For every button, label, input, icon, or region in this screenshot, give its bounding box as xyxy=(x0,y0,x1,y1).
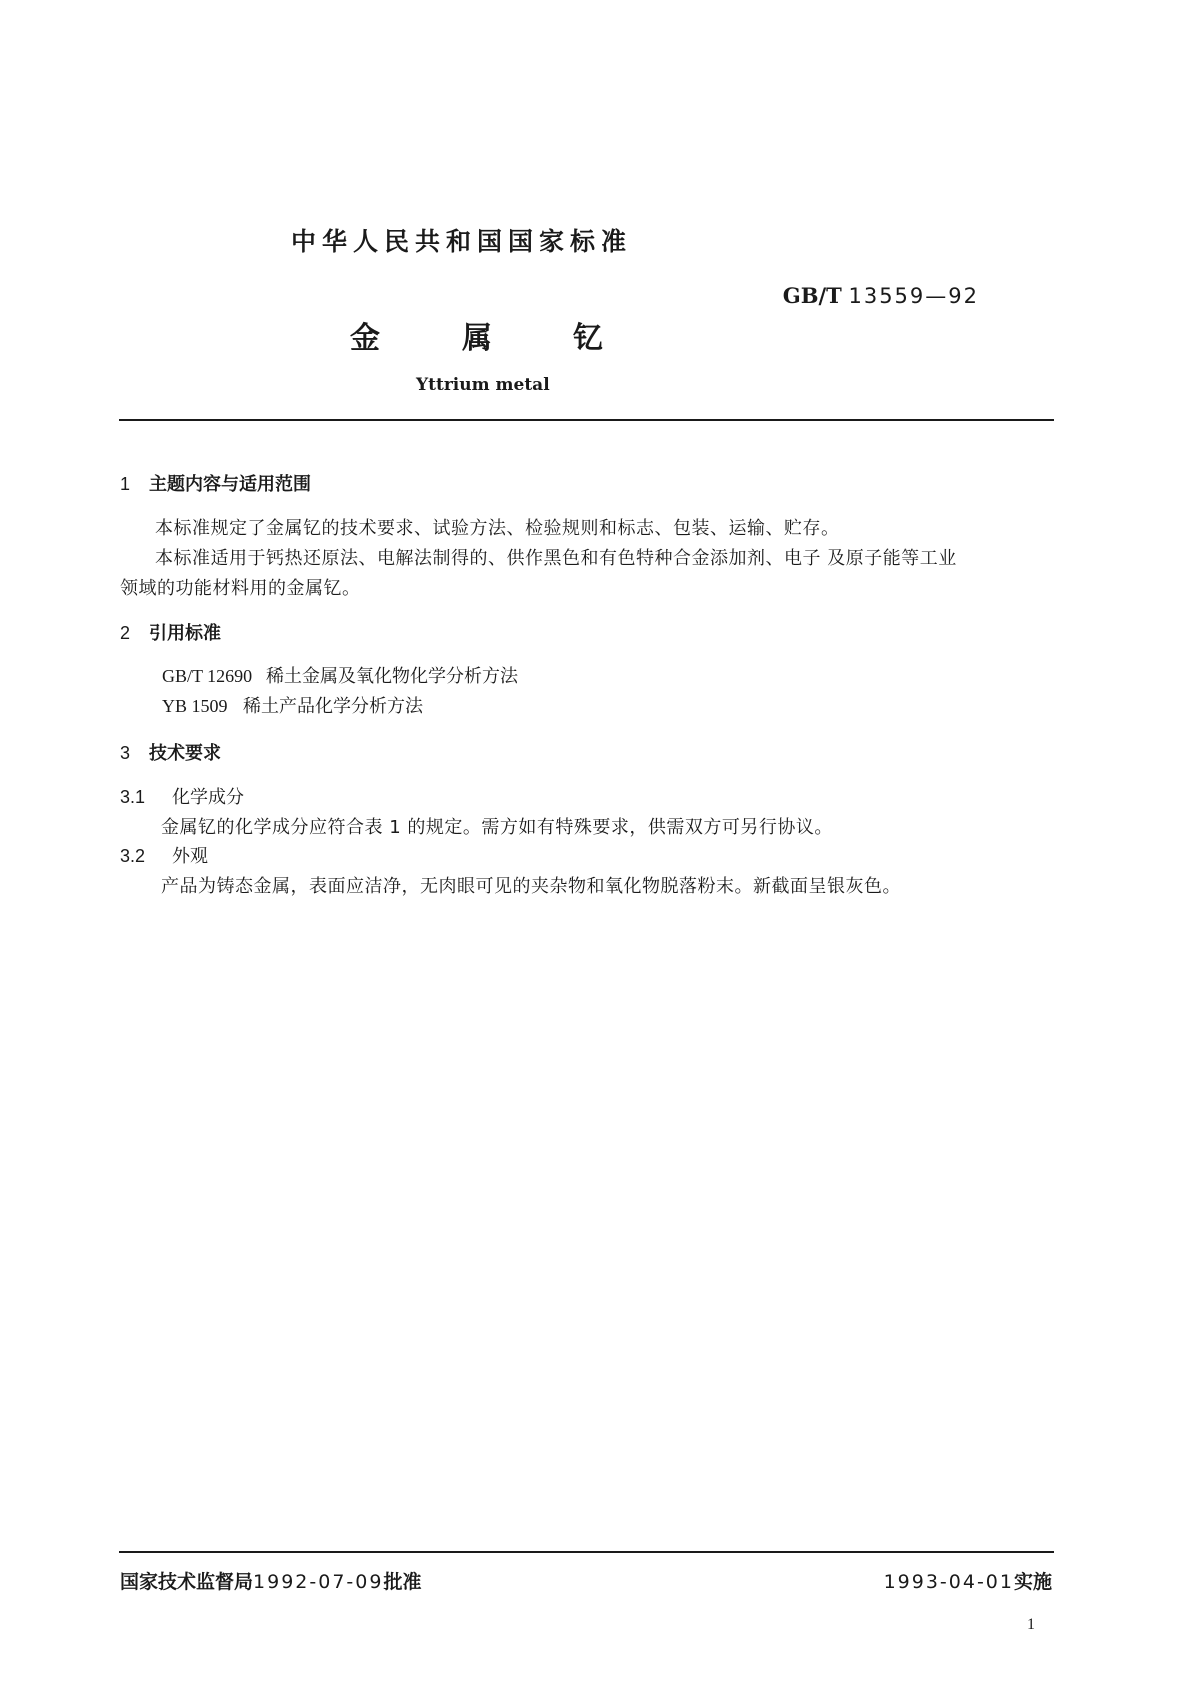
document-title-english: Yttrium metal xyxy=(416,375,550,395)
section-1-number: 1 xyxy=(120,474,131,494)
subsection-3-2-title: 外观 xyxy=(172,846,208,867)
subsection-3-2-text: 产品为铸态金属，表面应洁净，无肉眼可见的夹杂物和氧化物脱落粉末。新截面呈银灰色。 xyxy=(161,876,901,897)
section-1-heading xyxy=(120,470,311,496)
subsection-3-1-heading xyxy=(120,783,244,809)
effective-line xyxy=(884,1567,1052,1594)
title-char-1: 金 xyxy=(350,321,380,356)
approval-line xyxy=(120,1567,421,1594)
effective-suffix: 实施 xyxy=(1013,1571,1052,1593)
reference-title: 稀土产品化学分析方法 xyxy=(243,696,423,717)
reference-item xyxy=(162,662,518,688)
approval-suffix: 批准 xyxy=(383,1571,422,1593)
subsection-3-2-heading xyxy=(120,842,208,868)
section-3-title: 技术要求 xyxy=(149,743,221,764)
section-1-paragraph-2-cont: 领域的功能材料用的金属钇。 xyxy=(120,578,361,599)
subsection-3-1-text: 金属钇的化学成分应符合表 1 的规定。需方如有特殊要求，供需双方可另行协议。 xyxy=(161,817,833,838)
title-char-2: 属 xyxy=(462,321,492,356)
standard-code xyxy=(783,283,979,308)
reference-item xyxy=(162,692,423,718)
subsection-3-1-number: 3.1 xyxy=(120,787,146,807)
document-title xyxy=(350,313,603,357)
issuing-authority: 中华人民共和国国家标准 xyxy=(291,227,633,256)
header-divider xyxy=(119,419,1054,421)
reference-code: GB/T 12690 xyxy=(162,666,253,686)
standard-code-prefix: GB/T xyxy=(782,283,842,308)
approval-org: 国家技术监督局 xyxy=(120,1571,254,1593)
section-1-paragraph-2: 本标准适用于钙热还原法、电解法制得的、供作黑色和有色特种合金添加剂、电子 及原子能等工业 xyxy=(155,548,957,569)
effective-date: 1993-04-01 xyxy=(883,1571,1014,1593)
subsection-3-2-number: 3.2 xyxy=(120,846,146,866)
section-1-title: 主题内容与适用范围 xyxy=(149,474,311,495)
reference-title: 稀土金属及氧化物化学分析方法 xyxy=(266,666,518,687)
section-2-number: 2 xyxy=(120,623,131,643)
reference-code: YB 1509 xyxy=(162,696,228,716)
page-number: 1 xyxy=(1027,1616,1035,1633)
section-1-paragraph-1: 本标准规定了金属钇的技术要求、试验方法、检验规则和标志、包装、运输、贮存。 xyxy=(155,518,840,539)
title-char-3: 钇 xyxy=(573,321,603,356)
footer-divider xyxy=(119,1551,1054,1553)
subsection-3-1-title: 化学成分 xyxy=(172,787,244,808)
section-3-heading xyxy=(120,739,221,765)
standard-code-number: 13559—92 xyxy=(848,284,979,308)
section-2-heading xyxy=(120,619,221,645)
approval-date: 1992-07-09 xyxy=(253,1571,384,1593)
section-2-title: 引用标准 xyxy=(149,623,221,644)
section-3-number: 3 xyxy=(120,743,131,763)
